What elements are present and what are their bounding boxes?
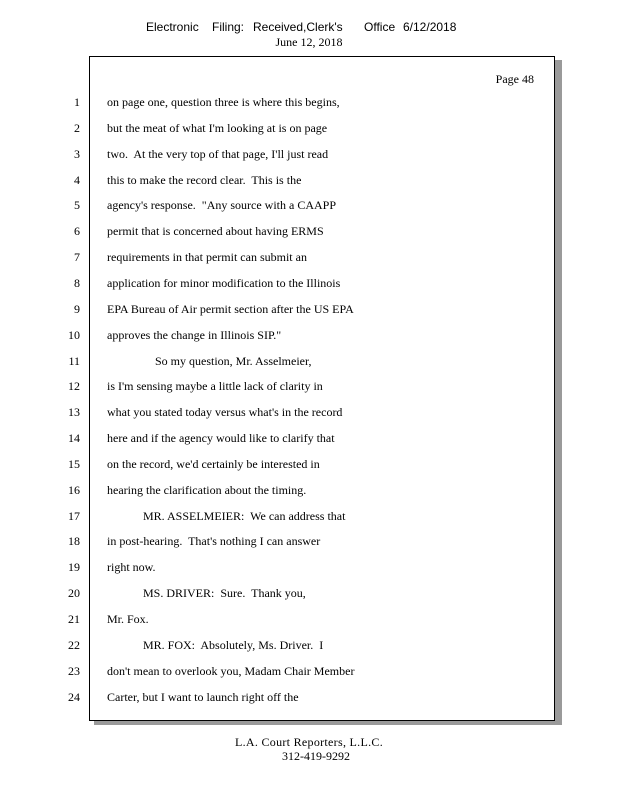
line-text: requirements in that permit can submit an xyxy=(107,250,307,265)
line-number: 22 xyxy=(68,637,80,652)
line-text: on the record, we'd certainly be interested in xyxy=(107,456,320,471)
header-office: Office xyxy=(364,20,396,34)
line-text: So my question, Mr. Asselmeier, xyxy=(107,353,312,368)
line-text: here and if the agency would like to clarify that xyxy=(107,431,335,446)
line-number: 10 xyxy=(68,327,80,342)
line-number: 1 xyxy=(74,95,80,109)
filing-stamp-header xyxy=(0,20,618,36)
line-number: 14 xyxy=(68,431,80,446)
line-number: 15 xyxy=(68,456,80,471)
line-number: 2 xyxy=(74,120,80,135)
line-text: MR. ASSELMEIER: We can address that xyxy=(107,508,346,523)
line-number: 5 xyxy=(74,198,80,213)
footer-phone: 312-419-9292 xyxy=(282,749,350,763)
line-text: this to make the record clear. This is the xyxy=(107,172,302,187)
line-number: 3 xyxy=(74,146,80,161)
line-text: approves the change in Illinois SIP." xyxy=(107,327,282,342)
line-text: on page one, question three is where this begins, xyxy=(107,95,340,109)
line-text: but the meat of what I'm looking at is on page xyxy=(107,120,328,135)
line-number: 20 xyxy=(68,586,80,601)
page-number: Page 48 xyxy=(495,72,534,86)
line-number: 17 xyxy=(68,508,80,523)
line-text: MS. DRIVER: Sure. Thank you, xyxy=(107,586,306,601)
line-text: what you stated today versus what's in the record xyxy=(107,405,343,420)
line-text: EPA Bureau of Air permit section after the US EPA xyxy=(107,301,354,316)
header-date-short: 6/12/2018 xyxy=(403,20,457,34)
line-text: in post-hearing. That's nothing I can answer xyxy=(107,534,321,549)
line-number: 6 xyxy=(74,224,80,239)
line-text: permit that is concerned about having ERMS xyxy=(107,224,324,239)
line-text: Carter, but I want to launch right off the xyxy=(107,689,299,704)
line-number: 23 xyxy=(68,663,80,678)
header-filing: Filing: xyxy=(212,20,245,34)
line-text: agency's response. "Any source with a CAAPP xyxy=(107,198,337,213)
header-electronic: Electronic xyxy=(146,20,199,34)
line-text: application for minor modification to the Illinois xyxy=(107,275,341,290)
line-text: two. At the very top of that page, I'll just read xyxy=(107,146,329,161)
line-number: 21 xyxy=(68,612,80,626)
line-text: don't mean to overlook you, Madam Chair Member xyxy=(107,663,355,678)
line-number: 13 xyxy=(68,405,80,420)
line-number: 4 xyxy=(74,172,80,187)
header-received: Received,Clerk's xyxy=(253,20,343,34)
line-text: is I'm sensing maybe a little lack of clarity in xyxy=(107,379,323,394)
line-number: 11 xyxy=(68,353,80,368)
line-text: Mr. Fox. xyxy=(107,612,149,626)
line-text: hearing the clarification about the timing. xyxy=(107,482,307,497)
footer-company: L.A. Court Reporters, L.L.C. xyxy=(234,735,384,749)
line-number: 19 xyxy=(68,560,80,575)
line-number: 8 xyxy=(74,275,80,290)
line-text: MR. FOX: Absolutely, Ms. Driver. I xyxy=(107,637,324,652)
header-date-long: June 12, 2018 xyxy=(275,35,343,49)
line-number: 18 xyxy=(68,534,80,549)
line-number: 16 xyxy=(68,482,80,497)
line-number: 9 xyxy=(74,301,80,316)
line-number: 12 xyxy=(68,379,80,394)
line-number: 24 xyxy=(68,689,80,704)
line-text: right now. xyxy=(107,560,156,575)
line-number: 7 xyxy=(74,250,80,265)
